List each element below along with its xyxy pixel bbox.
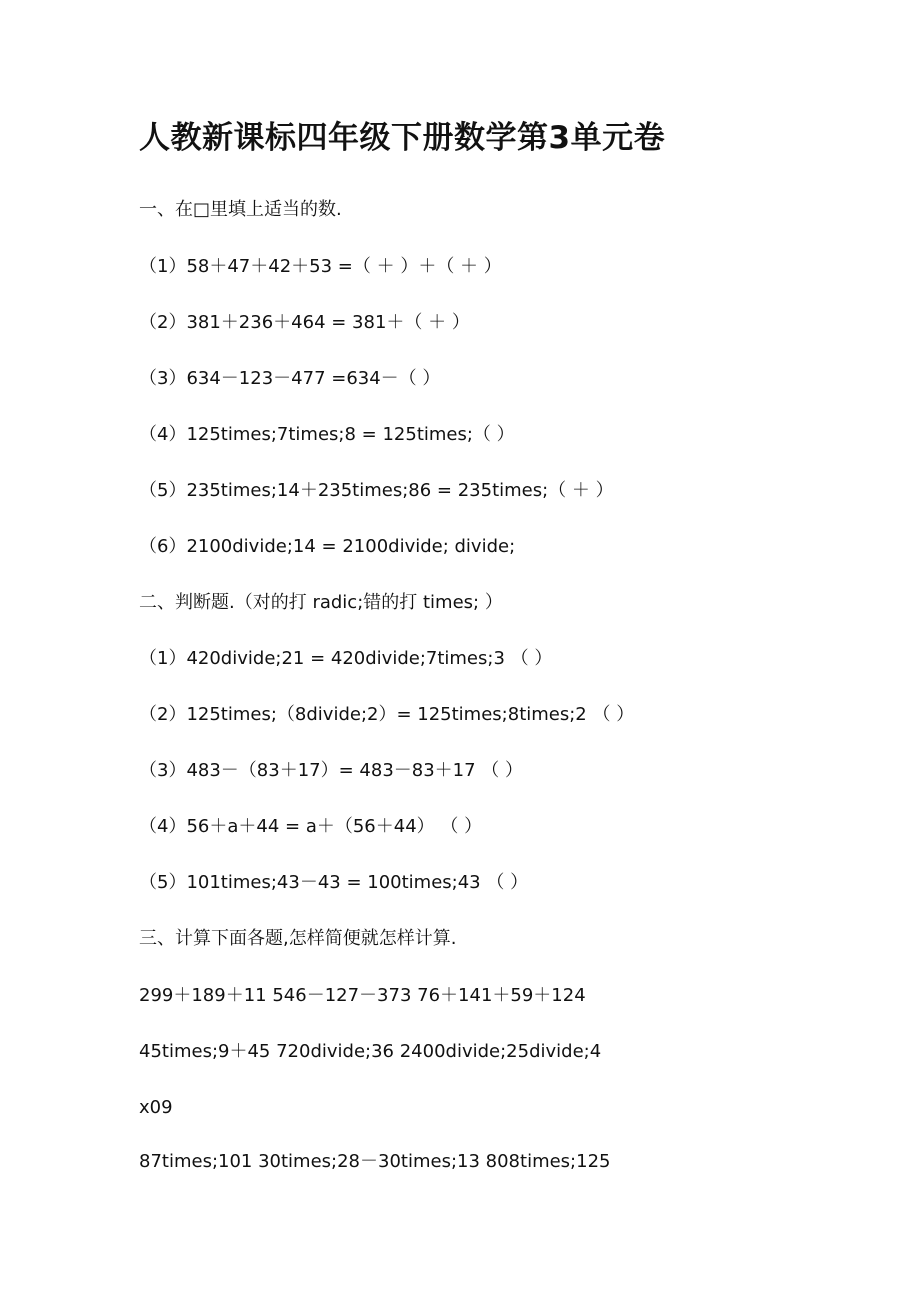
section-2-heading: 二、判断题.（对的打 radic;错的打 times; ） [139,592,503,613]
section-3-item-2: 45times;9＋45 720divide;36 2400divide;25divide;4 [139,1041,602,1062]
section-2-item-4: （4）56＋a＋44 = a＋（56＋44） （ ） [139,816,483,837]
section-2-item-5: （5）101times;43－43 = 100times;43 （ ） [139,872,529,893]
section-2-item-1: （1）420divide;21 = 420divide;7times;3 （ ） [139,648,553,669]
section-2-item-2: （2）125times;（8divide;2）= 125times;8times;2 （ ） [139,704,635,725]
section-3-item-4: 87times;101 30times;28－30times;13 808times;125 [139,1151,611,1172]
section-1-heading: 一、在□里填上适当的数. [139,199,342,220]
section-1-item-1: （1）58＋47＋42＋53 =（ ＋ ）＋（ ＋ ） [139,256,502,277]
section-1-item-2: （2）381＋236＋464 = 381＋（ ＋ ） [139,312,470,333]
section-2-item-3: （3）483－（83＋17）= 483－83＋17 （ ） [139,760,524,781]
section-1-item-4: （4）125times;7times;8 = 125times;（ ） [139,424,515,445]
section-1-item-3: （3）634－123－477 =634－（ ） [139,368,441,389]
section-1-item-5: （5）235times;14＋235times;86 = 235times;（ ＋ ） [139,480,614,501]
section-3-heading: 三、计算下面各题,怎样简便就怎样计算. [139,928,457,949]
section-1-item-6: （6）2100divide;14 = 2100divide; divide; [139,536,516,557]
document-title: 人教新课标四年级下册数学第3单元卷 [139,120,666,156]
section-3-item-3: x09 [139,1097,173,1118]
section-3-item-1: 299＋189＋11 546－127－373 76＋141＋59＋124 [139,985,586,1006]
